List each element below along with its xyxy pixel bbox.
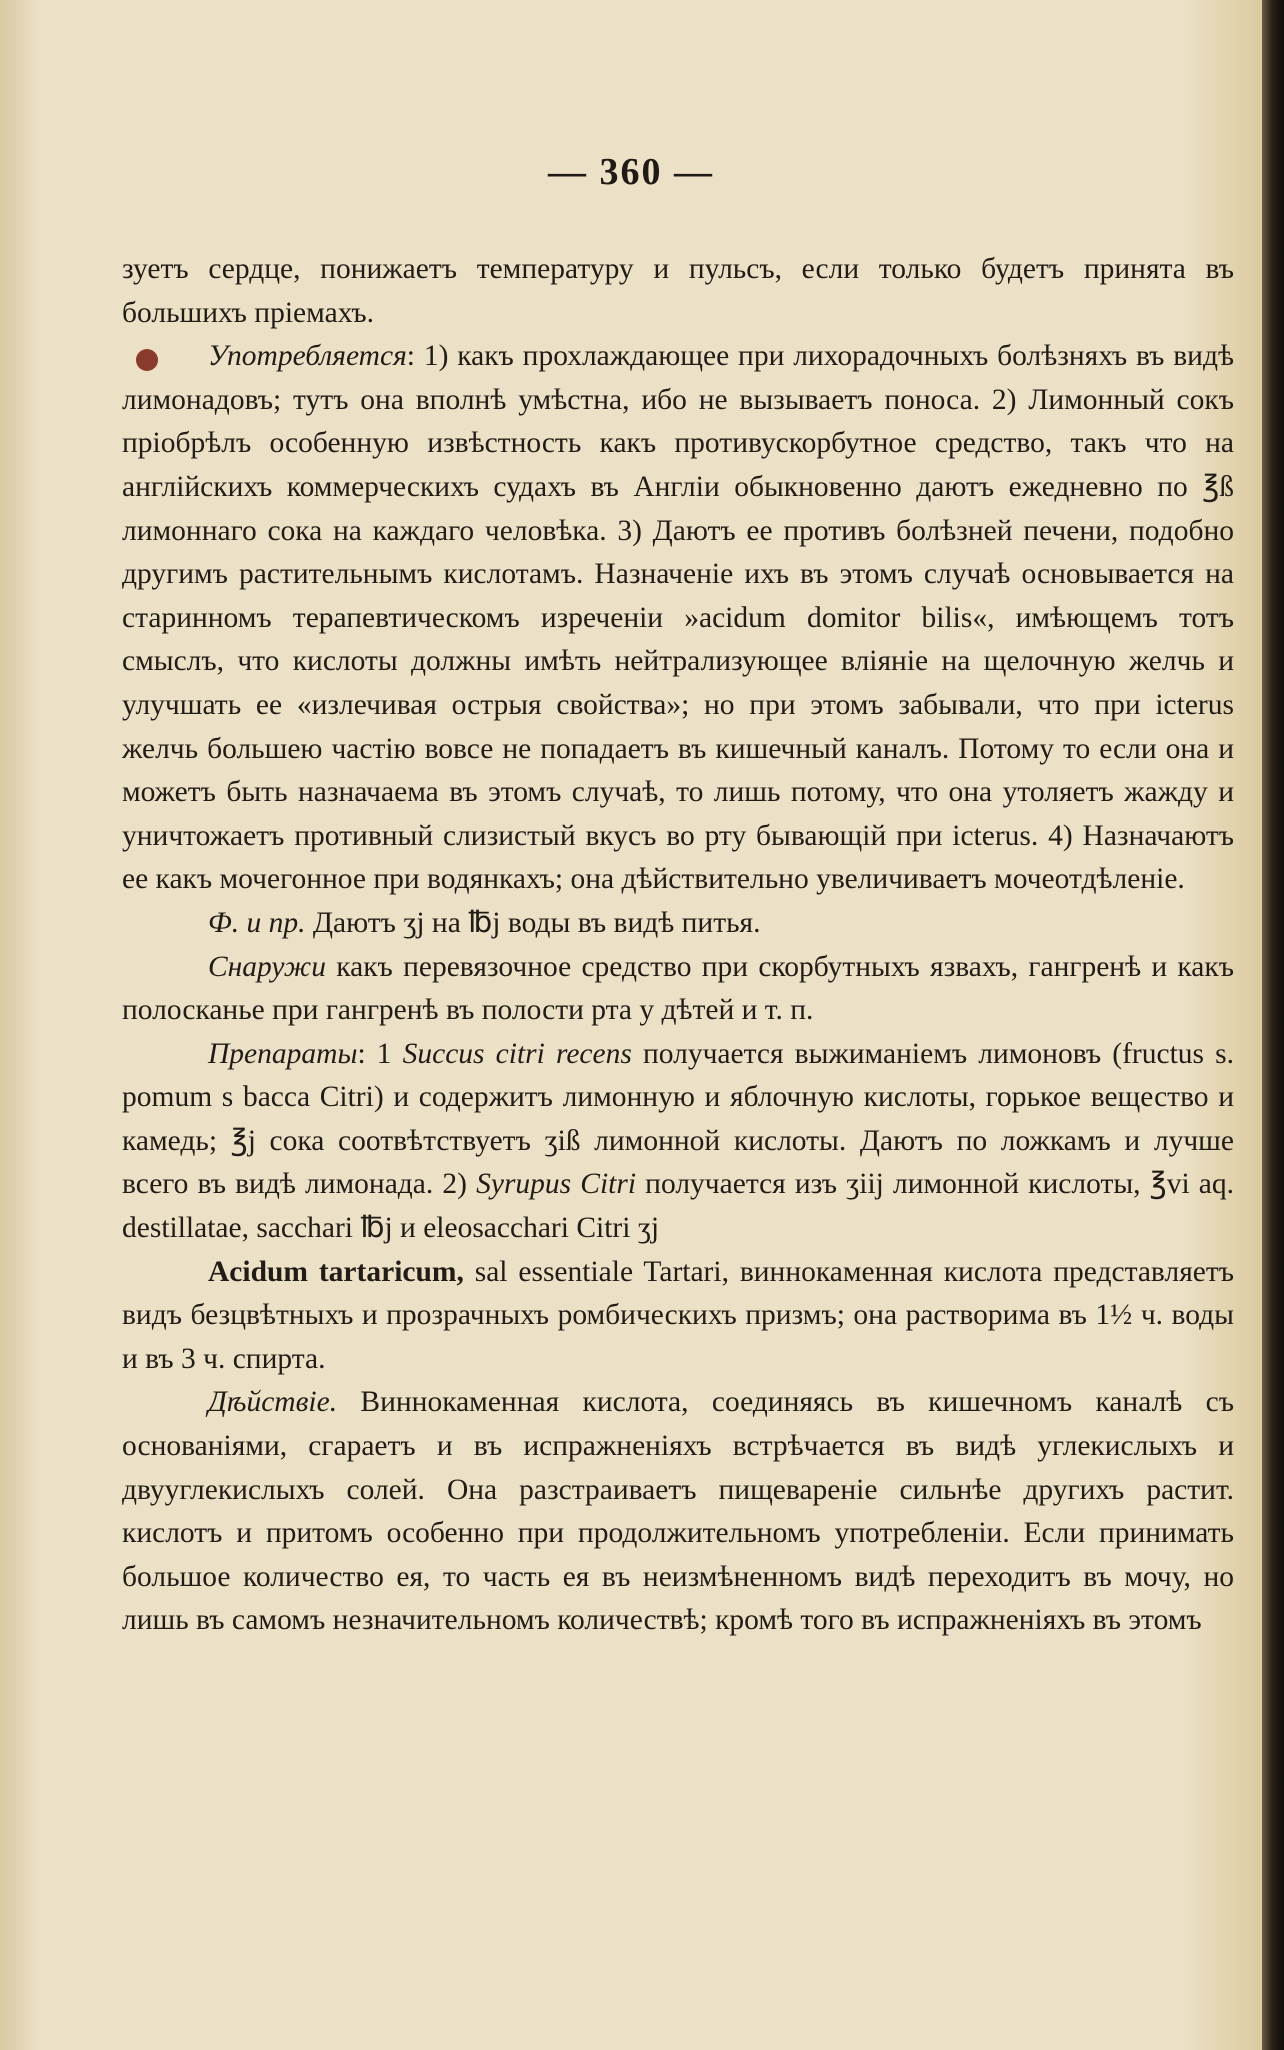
preparations-text-a: : 1 bbox=[357, 1037, 403, 1070]
usage-heading: Употребляется bbox=[208, 340, 407, 373]
preparations-heading: Препараты bbox=[208, 1037, 358, 1070]
preparations-text-e: получается изъ ʒiij лимонной кислоты, ℥vi aq. destillatae, sacchari ℔j и eleosacchari Citri ʒj bbox=[122, 1168, 1234, 1245]
paragraph-external bbox=[122, 946, 1234, 1033]
acidum-tartaricum-heading: Acidum tartaricum, bbox=[208, 1255, 464, 1288]
usage-text: : 1) какъ прохлаждающее при лихорадочныхъ болѣзняхъ въ видѣ лимонадовъ; тутъ она вполнѣ умѣстна, ибо не вызываетъ поноса. 2) Лимонный сокъ пріобрѣлъ особенную извѣстность какъ противускорбутное средство, такъ что на англійскихъ коммерческихъ судахъ въ Англіи обыкновенно даютъ ежедневно по ℥ß лимоннаго сока на каждаго человѣка. 3) Даютъ ее противъ болѣзней печени, подобно другимъ растительнымъ кислотамъ. Назначеніе ихъ въ этомъ случаѣ основывается на старинномъ терапевтическомъ изреченіи »acidum domitor bilis«, имѣющемъ тотъ смыслъ, что кислоты должны имѣть нейтрализующее вліяніе на щелочную желчь и улучшать ее «излечивая острыя свойства»; но при этомъ забывали, что при icterus желчь большею частію вовсе не попадаетъ въ кишечный каналъ. Потому то если она и можетъ быть назначаема въ этомъ случаѣ, то лишь потому, что она утоляетъ жажду и уничтожаетъ противный слизистый вкусъ во рту бывающій при icterus. 4) Назначаютъ ее какъ мочегонное при водянкахъ; она дѣйствительно увеличиваетъ мочеотдѣленіе. bbox=[122, 340, 1234, 896]
paragraph-action bbox=[122, 1381, 1234, 1643]
line-2: принята въ большихъ пріемахъ. bbox=[122, 253, 1235, 329]
acidum-tartaricum-text: sal essentiale Tartari, виннокаменная кислота представляетъ видъ безцвѣтныхъ и прозрачныхъ ромбическихъ призмъ; она растворима въ 1½ ч. воды и въ 3 ч. спирта. bbox=[122, 1255, 1234, 1375]
forms-text: Даютъ ʒj на ℔j воды въ видѣ питья. bbox=[305, 906, 761, 939]
external-heading: Снаружи bbox=[208, 950, 326, 983]
forms-heading: Ф. и пр. bbox=[208, 906, 306, 939]
external-text: какъ перевязочное средство при скорбутныхъ язвахъ, гангренѣ и какъ полосканье при гангренѣ въ полости рта у дѣтей и т. п. bbox=[122, 950, 1234, 1027]
book-spine-shadow bbox=[1262, 0, 1284, 2050]
page-body bbox=[122, 248, 1234, 1643]
action-heading: Дѣйствіе. bbox=[208, 1386, 338, 1419]
action-text: Виннокаменная кислота, соединяясь въ кишечномъ каналѣ съ основаніями, сгараетъ и въ испражненіяхъ встрѣчается въ видѣ углекислыхъ и двууглекислыхъ солей. Она разстраиваетъ пищевареніе сильнѣе другихъ растит. кислотъ и притомъ особенно при продолжительномъ употребленіи. Если принимать большое количество ея, то часть ея въ неизмѣненномъ видѣ переходитъ въ мочу, но лишь въ самомъ незначительномъ количествѣ; кромѣ того въ испражненіяхъ въ этомъ bbox=[122, 1386, 1234, 1637]
paragraph-1 bbox=[122, 248, 1234, 335]
line-1: зуетъ сердце, понижаетъ температуру и пульсъ, если только будетъ bbox=[122, 253, 1065, 285]
paragraph-preparations bbox=[122, 1033, 1234, 1251]
page-number: — 360 — bbox=[548, 151, 714, 193]
paragraph-usage bbox=[122, 335, 1234, 902]
paragraph-acidum-tartaricum bbox=[122, 1251, 1234, 1382]
preparations-text-c: получается выжиманіемъ лимоновъ (fructus s. pomum s bacca Citri) и содержитъ лимонную и яблочную кислоты, горькое вещество и камедь; ℥j сока соотвѣтствуетъ ʒiß лимонной кислоты. Даютъ по ложкамъ и лучше всего въ видѣ лимонада. 2) bbox=[122, 1037, 1234, 1201]
succus-citri-term: Succus citri recens bbox=[402, 1037, 632, 1070]
paragraph-forms bbox=[122, 902, 1234, 946]
syrupus-citri-term: Syrupus Citri bbox=[476, 1168, 637, 1201]
